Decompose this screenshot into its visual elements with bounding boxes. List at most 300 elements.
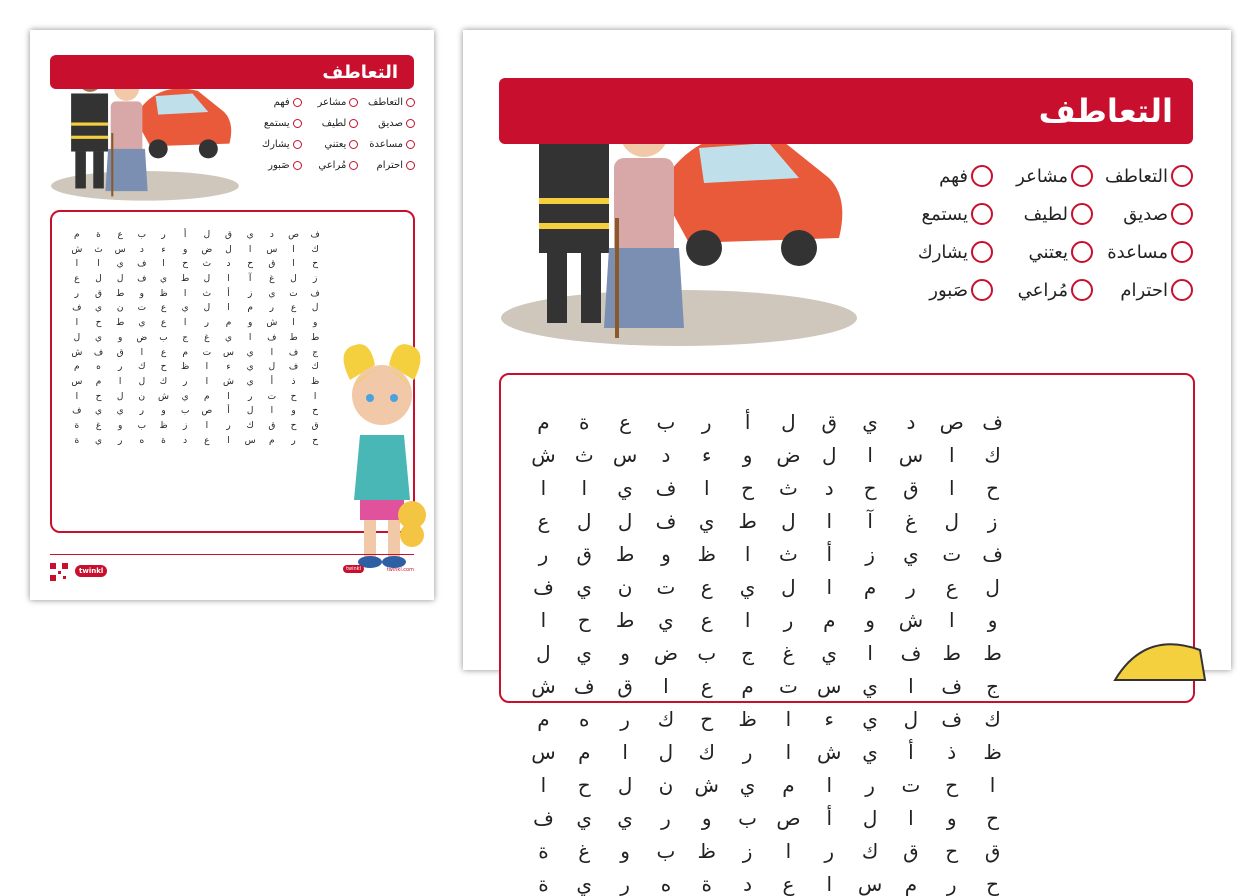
grid-letter[interactable]: و: [118, 332, 123, 343]
grid-letter[interactable]: ا: [292, 259, 295, 270]
grid-letter[interactable]: ظ: [181, 362, 190, 373]
grid-letter[interactable]: ل: [821, 443, 837, 467]
grid-letter[interactable]: ل: [311, 303, 319, 314]
grid-letter[interactable]: ا: [270, 347, 274, 358]
grid-letter[interactable]: ي: [576, 575, 593, 599]
grid-letter[interactable]: ع: [700, 575, 713, 599]
grid-letter[interactable]: ج: [312, 347, 319, 358]
grid-letter[interactable]: س: [817, 674, 842, 698]
grid-letter[interactable]: ط: [615, 608, 635, 632]
grid-letter[interactable]: ا: [227, 303, 230, 314]
grid-letter[interactable]: م: [904, 872, 918, 896]
grid-letter[interactable]: ض: [201, 244, 213, 255]
grid-letter[interactable]: ل: [658, 740, 674, 764]
grid-letter[interactable]: ي: [658, 608, 674, 632]
grid-letter[interactable]: ص: [776, 806, 801, 830]
grid-letter[interactable]: ش: [898, 608, 924, 632]
grid-letter[interactable]: ا: [140, 347, 144, 358]
grid-letter[interactable]: ف: [267, 332, 277, 343]
grid-letter[interactable]: ش: [531, 443, 556, 467]
grid-letter[interactable]: ل: [95, 274, 102, 285]
grid-letter[interactable]: ر: [701, 410, 712, 434]
grid-letter[interactable]: ف: [573, 674, 595, 698]
grid-letter[interactable]: ف: [72, 303, 82, 314]
checkbox-circle-icon[interactable]: [971, 279, 993, 301]
grid-letter[interactable]: ح: [312, 435, 319, 446]
checkbox-circle-icon[interactable]: [1171, 203, 1193, 225]
checkbox-circle-icon[interactable]: [349, 98, 358, 107]
grid-letter[interactable]: ي: [576, 872, 593, 896]
grid-letter[interactable]: ا: [826, 872, 833, 896]
grid-letter[interactable]: و: [742, 443, 753, 467]
grid-letter[interactable]: ا: [75, 318, 79, 329]
grid-letter[interactable]: د: [824, 476, 834, 500]
grid-letter[interactable]: ء: [824, 707, 834, 731]
grid-letter[interactable]: ر: [291, 435, 296, 446]
grid-letter[interactable]: ف: [941, 674, 963, 698]
grid-letter[interactable]: ع: [117, 230, 123, 240]
grid-letter[interactable]: د: [661, 443, 671, 467]
checkbox-circle-icon[interactable]: [406, 140, 415, 149]
grid-letter[interactable]: ك: [159, 376, 168, 387]
grid-letter[interactable]: ح: [986, 872, 1000, 896]
checkbox-circle-icon[interactable]: [293, 98, 302, 107]
checkbox-circle-icon[interactable]: [1071, 241, 1093, 263]
grid-letter[interactable]: ا: [826, 575, 833, 599]
grid-letter[interactable]: ز: [987, 509, 998, 533]
grid-letter[interactable]: ف: [93, 347, 104, 358]
grid-letter[interactable]: ه: [579, 707, 590, 731]
grid-letter[interactable]: ء: [702, 443, 712, 467]
grid-letter[interactable]: ح: [863, 476, 877, 500]
checkbox-circle-icon[interactable]: [293, 140, 302, 149]
grid-letter[interactable]: ق: [984, 839, 1001, 863]
grid-letter[interactable]: ق: [617, 674, 633, 698]
grid-letter[interactable]: ل: [116, 274, 124, 285]
grid-letter[interactable]: ب: [137, 230, 147, 240]
grid-letter[interactable]: و: [183, 244, 188, 255]
grid-letter[interactable]: ا: [785, 839, 792, 863]
grid-letter[interactable]: ا: [989, 773, 996, 797]
grid-letter[interactable]: د: [743, 872, 753, 896]
grid-letter[interactable]: ل: [617, 773, 633, 797]
grid-letter[interactable]: ر: [248, 391, 253, 402]
grid-letter[interactable]: ق: [268, 420, 276, 431]
grid-letter[interactable]: ف: [288, 362, 299, 373]
grid-letter[interactable]: ظ: [311, 376, 320, 387]
grid-letter[interactable]: ي: [138, 318, 146, 329]
grid-letter[interactable]: ة: [538, 839, 549, 863]
grid-letter[interactable]: ف: [310, 288, 320, 299]
checkbox-circle-icon[interactable]: [349, 161, 358, 170]
grid-letter[interactable]: ة: [579, 410, 590, 434]
checkbox-circle-icon[interactable]: [1171, 241, 1193, 263]
checkbox-circle-icon[interactable]: [406, 119, 415, 128]
grid-letter[interactable]: ر: [269, 303, 275, 314]
grid-letter[interactable]: ي: [94, 406, 103, 417]
grid-letter[interactable]: ح: [312, 259, 319, 270]
grid-letter[interactable]: ر: [661, 806, 671, 830]
grid-letter[interactable]: ا: [292, 244, 295, 255]
grid-letter[interactable]: م: [823, 608, 836, 632]
grid-letter[interactable]: ت: [267, 391, 277, 402]
grid-letter[interactable]: أ: [227, 288, 230, 299]
grid-letter[interactable]: ر: [620, 872, 630, 896]
grid-letter[interactable]: ب: [656, 839, 676, 863]
grid-letter[interactable]: ف: [137, 259, 147, 270]
grid-letter[interactable]: ع: [204, 435, 210, 446]
grid-letter[interactable]: ا: [663, 674, 669, 698]
grid-letter[interactable]: ع: [290, 303, 297, 314]
grid-letter[interactable]: ظ: [697, 839, 716, 863]
grid-letter[interactable]: ق: [903, 476, 919, 500]
grid-letter[interactable]: ط: [942, 641, 961, 665]
grid-letter[interactable]: ش: [817, 740, 842, 764]
grid-letter[interactable]: ي: [94, 332, 103, 343]
grid-letter[interactable]: س: [857, 872, 883, 896]
grid-letter[interactable]: ف: [941, 707, 963, 731]
grid-letter[interactable]: ح: [160, 362, 167, 373]
grid-letter[interactable]: غ: [578, 839, 591, 863]
grid-letter[interactable]: ط: [738, 509, 757, 533]
grid-letter[interactable]: ظ: [983, 740, 1002, 764]
grid-letter[interactable]: أ: [908, 740, 914, 764]
grid-letter[interactable]: ل: [246, 406, 254, 417]
grid-letter[interactable]: ت: [779, 674, 798, 698]
grid-letter[interactable]: ف: [655, 476, 677, 500]
grid-letter[interactable]: ت: [656, 575, 676, 599]
grid-letter[interactable]: ر: [139, 406, 145, 417]
grid-letter[interactable]: و: [248, 318, 253, 329]
grid-letter[interactable]: و: [620, 641, 630, 665]
grid-letter[interactable]: ء: [161, 244, 166, 255]
grid-letter[interactable]: ق: [903, 839, 919, 863]
grid-letter[interactable]: ح: [986, 806, 1000, 830]
grid-letter[interactable]: د: [183, 435, 188, 446]
grid-letter[interactable]: ر: [183, 376, 188, 387]
grid-letter[interactable]: ا: [826, 773, 833, 797]
grid-letter[interactable]: ي: [821, 641, 838, 665]
grid-letter[interactable]: ح: [945, 773, 959, 797]
grid-letter[interactable]: ل: [617, 509, 633, 533]
grid-letter[interactable]: م: [741, 674, 754, 698]
grid-letter[interactable]: ا: [540, 773, 547, 797]
grid-letter[interactable]: م: [537, 410, 550, 434]
grid-letter[interactable]: ش: [266, 318, 278, 329]
grid-letter[interactable]: ف: [533, 806, 554, 830]
grid-letter[interactable]: ا: [785, 707, 792, 731]
grid-letter[interactable]: ل: [290, 274, 297, 285]
grid-letter[interactable]: ي: [116, 259, 124, 270]
grid-letter[interactable]: م: [95, 376, 102, 387]
grid-letter[interactable]: ر: [118, 362, 123, 373]
grid-letter[interactable]: م: [269, 435, 275, 446]
grid-letter[interactable]: ة: [74, 435, 80, 446]
grid-letter[interactable]: ث: [94, 244, 103, 255]
grid-letter[interactable]: ض: [136, 332, 148, 343]
grid-letter[interactable]: ي: [698, 509, 715, 533]
grid-letter[interactable]: ل: [225, 244, 232, 255]
grid-letter[interactable]: ل: [536, 641, 551, 665]
grid-letter[interactable]: ا: [97, 259, 100, 270]
grid-letter[interactable]: ع: [160, 347, 167, 358]
grid-letter[interactable]: ا: [227, 391, 230, 402]
grid-letter[interactable]: ي: [617, 806, 633, 830]
grid-letter[interactable]: و: [865, 608, 875, 632]
grid-letter[interactable]: ط: [116, 288, 125, 299]
grid-letter[interactable]: ل: [862, 806, 878, 830]
checkbox-circle-icon[interactable]: [349, 140, 358, 149]
grid-letter[interactable]: ع: [700, 608, 713, 632]
grid-letter[interactable]: أ: [270, 376, 274, 387]
grid-letter[interactable]: أ: [826, 806, 833, 830]
grid-letter[interactable]: ة: [161, 435, 166, 446]
checkbox-circle-icon[interactable]: [349, 119, 358, 128]
grid-letter[interactable]: و: [312, 318, 318, 329]
grid-letter[interactable]: ض: [653, 641, 679, 665]
grid-letter[interactable]: ر: [74, 288, 80, 299]
grid-letter[interactable]: ن: [617, 575, 633, 599]
grid-letter[interactable]: ا: [227, 435, 230, 446]
grid-letter[interactable]: ي: [862, 410, 878, 434]
grid-letter[interactable]: ذ: [947, 740, 957, 764]
checkbox-circle-icon[interactable]: [406, 161, 415, 170]
grid-letter[interactable]: ت: [289, 288, 298, 299]
grid-letter[interactable]: ح: [700, 707, 714, 731]
grid-letter[interactable]: ع: [160, 303, 167, 314]
grid-letter[interactable]: ف: [72, 406, 82, 417]
grid-letter[interactable]: ا: [785, 740, 792, 764]
grid-letter[interactable]: ا: [270, 406, 274, 417]
grid-letter[interactable]: ي: [576, 806, 593, 830]
grid-letter[interactable]: آ: [248, 274, 252, 285]
grid-letter[interactable]: ش: [531, 674, 556, 698]
grid-letter[interactable]: ر: [742, 740, 753, 764]
grid-letter[interactable]: ا: [622, 740, 628, 764]
grid-letter[interactable]: ح: [577, 608, 591, 632]
grid-letter[interactable]: ف: [533, 575, 554, 599]
grid-letter[interactable]: ص: [288, 230, 299, 240]
grid-letter[interactable]: ا: [744, 542, 751, 566]
grid-letter[interactable]: ر: [783, 608, 794, 632]
grid-letter[interactable]: ل: [903, 707, 919, 731]
grid-letter[interactable]: ظ: [738, 707, 757, 731]
grid-letter[interactable]: ت: [942, 542, 962, 566]
grid-letter[interactable]: ا: [948, 443, 955, 467]
grid-letter[interactable]: ا: [162, 259, 165, 270]
grid-letter[interactable]: ء: [226, 362, 231, 373]
grid-letter[interactable]: ث: [779, 476, 798, 500]
grid-letter[interactable]: ح: [741, 476, 755, 500]
grid-letter[interactable]: ا: [205, 376, 209, 387]
grid-letter[interactable]: و: [161, 406, 166, 417]
grid-letter[interactable]: ك: [698, 740, 715, 764]
grid-letter[interactable]: ي: [246, 347, 254, 358]
grid-letter[interactable]: ج: [986, 674, 1000, 698]
grid-letter[interactable]: ا: [75, 391, 79, 402]
grid-letter[interactable]: ا: [292, 318, 295, 329]
grid-letter[interactable]: ي: [94, 435, 103, 446]
grid-letter[interactable]: ر: [906, 575, 916, 599]
grid-letter[interactable]: ش: [223, 376, 234, 387]
grid-letter[interactable]: ح: [312, 406, 319, 417]
checkbox-circle-icon[interactable]: [971, 165, 993, 187]
grid-letter[interactable]: ع: [537, 509, 550, 533]
grid-letter[interactable]: ح: [577, 773, 591, 797]
grid-letter[interactable]: و: [291, 406, 296, 417]
grid-letter[interactable]: ق: [116, 347, 124, 358]
grid-letter[interactable]: س: [266, 244, 278, 255]
grid-letter[interactable]: ي: [181, 303, 189, 314]
grid-letter[interactable]: ل: [781, 509, 796, 533]
grid-letter[interactable]: ز: [312, 274, 318, 285]
grid-letter[interactable]: س: [898, 443, 924, 467]
grid-letter[interactable]: ت: [202, 347, 212, 358]
grid-letter[interactable]: آ: [867, 509, 873, 533]
grid-letter[interactable]: ي: [903, 542, 919, 566]
grid-letter[interactable]: ف: [310, 230, 320, 240]
grid-letter[interactable]: ي: [862, 740, 878, 764]
grid-letter[interactable]: ج: [741, 641, 755, 665]
grid-letter[interactable]: ا: [205, 420, 209, 431]
grid-letter[interactable]: ط: [311, 332, 320, 343]
grid-letter[interactable]: ي: [862, 707, 878, 731]
grid-letter[interactable]: ي: [576, 641, 593, 665]
grid-letter[interactable]: ح: [290, 391, 297, 402]
grid-letter[interactable]: غ: [782, 641, 795, 665]
grid-letter[interactable]: ل: [203, 230, 211, 240]
grid-letter[interactable]: ز: [865, 542, 875, 566]
grid-letter[interactable]: س: [114, 244, 126, 255]
grid-letter[interactable]: ي: [116, 406, 124, 417]
grid-letter[interactable]: ب: [180, 406, 190, 417]
grid-letter[interactable]: ش: [71, 347, 83, 358]
grid-letter[interactable]: ز: [248, 288, 253, 299]
grid-letter[interactable]: غ: [904, 509, 917, 533]
grid-letter[interactable]: ن: [116, 303, 124, 314]
grid-letter[interactable]: ر: [865, 773, 875, 797]
grid-letter[interactable]: ك: [657, 707, 675, 731]
grid-letter[interactable]: ل: [944, 509, 960, 533]
grid-letter[interactable]: ي: [862, 674, 878, 698]
grid-letter[interactable]: ر: [204, 318, 210, 329]
grid-letter[interactable]: ل: [116, 391, 124, 402]
grid-letter[interactable]: ص: [201, 406, 213, 417]
grid-letter[interactable]: ت: [901, 773, 921, 797]
grid-letter[interactable]: ر: [538, 542, 549, 566]
grid-letter[interactable]: د: [906, 410, 916, 434]
grid-letter[interactable]: ط: [289, 332, 298, 343]
grid-letter[interactable]: ا: [540, 476, 547, 500]
checkbox-circle-icon[interactable]: [293, 161, 302, 170]
grid-letter[interactable]: ه: [660, 872, 672, 896]
grid-letter[interactable]: ا: [205, 362, 209, 373]
grid-letter[interactable]: ز: [183, 420, 188, 431]
grid-letter[interactable]: ض: [776, 443, 801, 467]
grid-letter[interactable]: و: [661, 542, 671, 566]
grid-letter[interactable]: ق: [821, 410, 838, 434]
grid-letter[interactable]: ت: [137, 303, 147, 314]
grid-letter[interactable]: ز: [742, 839, 753, 863]
grid-letter[interactable]: ا: [183, 318, 187, 329]
grid-letter[interactable]: م: [247, 303, 253, 314]
grid-letter[interactable]: ق: [95, 288, 102, 299]
grid-letter[interactable]: ا: [581, 476, 588, 500]
grid-letter[interactable]: ق: [225, 230, 232, 240]
grid-letter[interactable]: ي: [268, 288, 276, 299]
grid-letter[interactable]: ب: [159, 332, 168, 343]
grid-letter[interactable]: م: [74, 362, 80, 373]
checkbox-circle-icon[interactable]: [1171, 165, 1193, 187]
grid-letter[interactable]: ة: [538, 872, 549, 896]
checkbox-circle-icon[interactable]: [293, 119, 302, 128]
grid-letter[interactable]: ظ: [159, 420, 168, 431]
grid-letter[interactable]: ق: [311, 420, 319, 431]
grid-letter[interactable]: س: [531, 740, 556, 764]
grid-letter[interactable]: ي: [181, 391, 189, 402]
grid-letter[interactable]: ع: [700, 674, 713, 698]
grid-letter[interactable]: ع: [782, 872, 795, 896]
grid-letter[interactable]: ا: [867, 641, 873, 665]
grid-letter[interactable]: ح: [986, 476, 1000, 500]
grid-letter[interactable]: ظ: [159, 288, 168, 299]
grid-letter[interactable]: ي: [159, 274, 168, 285]
grid-letter[interactable]: ث: [202, 259, 212, 270]
grid-letter[interactable]: ث: [779, 542, 798, 566]
grid-letter[interactable]: م: [537, 707, 550, 731]
grid-letter[interactable]: ا: [703, 476, 710, 500]
grid-letter[interactable]: م: [578, 740, 591, 764]
grid-letter[interactable]: ي: [246, 376, 254, 387]
grid-letter[interactable]: و: [987, 608, 998, 632]
grid-letter[interactable]: و: [118, 420, 123, 431]
grid-letter[interactable]: ل: [203, 274, 211, 285]
grid-letter[interactable]: ك: [311, 244, 319, 255]
grid-letter[interactable]: ث: [574, 443, 594, 467]
grid-letter[interactable]: ا: [948, 608, 955, 632]
grid-letter[interactable]: ا: [540, 608, 547, 632]
grid-letter[interactable]: ي: [739, 773, 756, 797]
grid-letter[interactable]: ل: [576, 509, 592, 533]
grid-letter[interactable]: أ: [826, 542, 833, 566]
grid-letter[interactable]: ب: [137, 420, 147, 431]
grid-letter[interactable]: ا: [227, 274, 230, 285]
grid-letter[interactable]: ج: [182, 332, 189, 343]
grid-letter[interactable]: ف: [982, 410, 1003, 434]
grid-letter[interactable]: ل: [781, 575, 796, 599]
grid-letter[interactable]: ا: [118, 376, 122, 387]
grid-letter[interactable]: ف: [288, 347, 299, 358]
grid-letter[interactable]: ك: [861, 839, 879, 863]
grid-letter[interactable]: ي: [94, 303, 103, 314]
grid-letter[interactable]: ط: [615, 542, 635, 566]
grid-letter[interactable]: ا: [826, 509, 833, 533]
grid-letter[interactable]: ل: [203, 303, 211, 314]
grid-letter[interactable]: ا: [313, 391, 317, 402]
grid-letter[interactable]: ل: [138, 376, 146, 387]
grid-letter[interactable]: و: [620, 839, 630, 863]
grid-letter[interactable]: ث: [202, 288, 212, 299]
grid-letter[interactable]: د: [226, 259, 231, 270]
grid-letter[interactable]: ي: [739, 575, 756, 599]
grid-letter[interactable]: ا: [75, 259, 79, 270]
grid-letter[interactable]: غ: [269, 274, 275, 285]
grid-letter[interactable]: ر: [118, 435, 123, 446]
grid-letter[interactable]: أ: [744, 410, 751, 434]
grid-letter[interactable]: ا: [908, 806, 914, 830]
grid-letter[interactable]: م: [782, 773, 795, 797]
grid-letter[interactable]: ي: [246, 230, 254, 240]
